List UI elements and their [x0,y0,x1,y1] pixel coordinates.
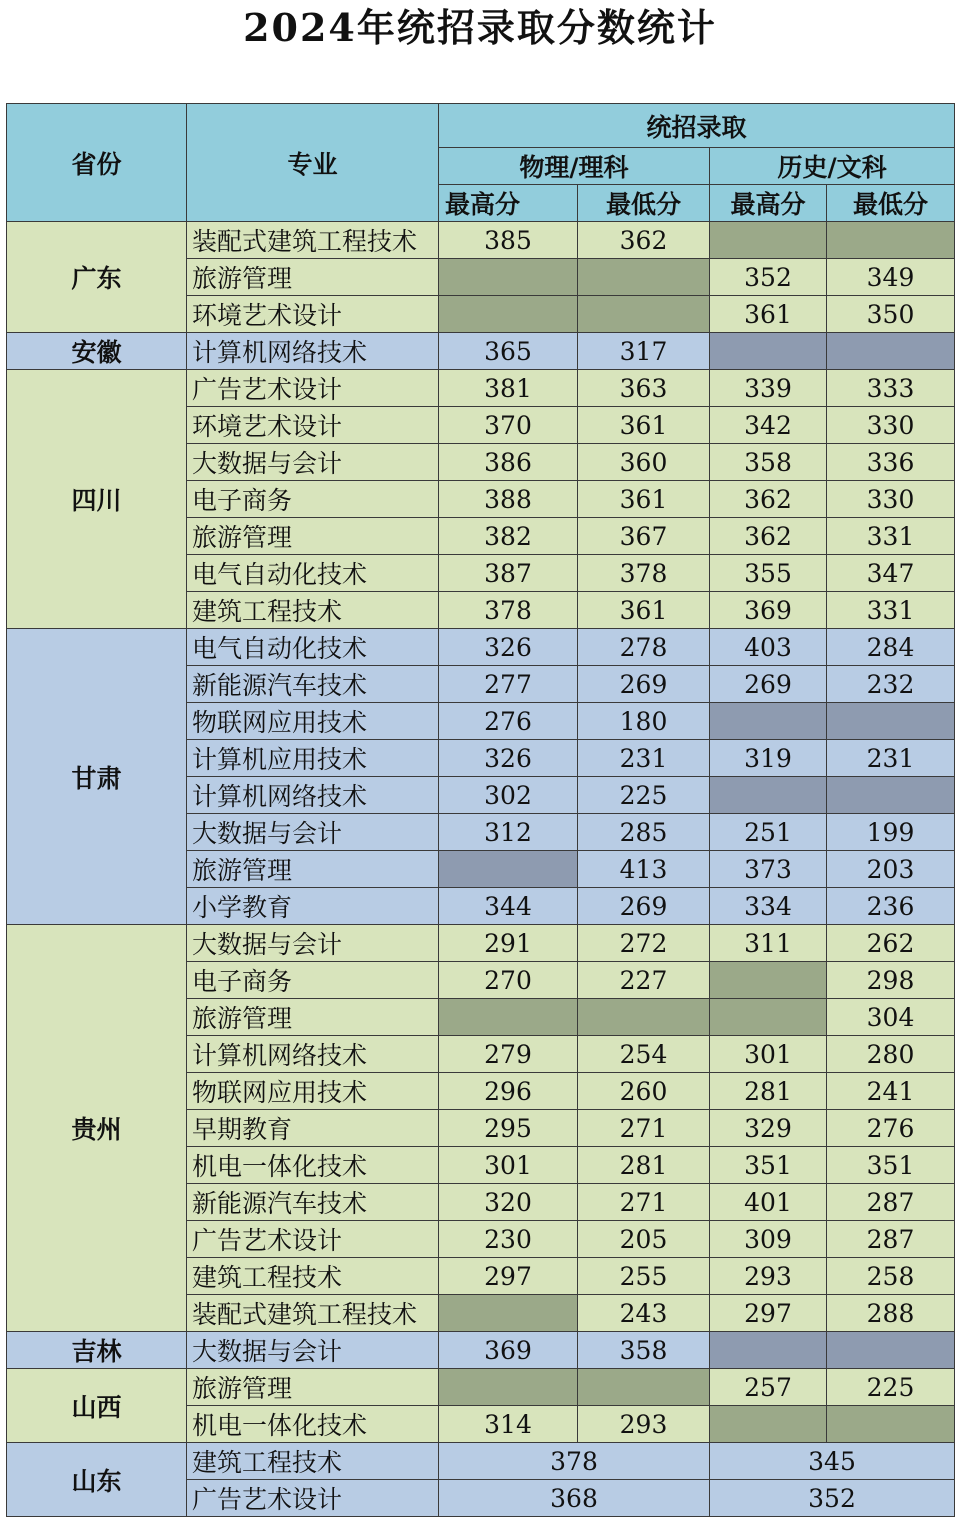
major-cell: 建筑工程技术 [187,592,439,629]
physics-min-cell: 361 [578,592,710,629]
history-max-cell: 311 [710,925,827,962]
history-max-cell: 362 [710,518,827,555]
history-min-cell: 287 [827,1184,955,1221]
table-row [7,222,955,259]
history-min-cell: 287 [827,1221,955,1258]
physics-min-cell: 361 [578,407,710,444]
major-cell: 旅游管理 [187,999,439,1036]
physics-max-cell: 387 [439,555,578,592]
major-cell: 建筑工程技术 [187,1258,439,1295]
history-min-cell: 336 [827,444,955,481]
province-cell: 吉林 [7,1332,187,1369]
physics-max-cell: 388 [439,481,578,518]
major-cell: 广告艺术设计 [187,1221,439,1258]
history-min-cell: 298 [827,962,955,999]
physics-score-cell: 378 [439,1443,710,1480]
physics-max-cell: 230 [439,1221,578,1258]
history-min-cell: 304 [827,999,955,1036]
history-max-cell [710,1332,827,1369]
history-max-cell: 339 [710,370,827,407]
physics-max-cell: 369 [439,1332,578,1369]
header-history: 历史/文科 [710,148,955,185]
province-cell: 四川 [7,370,187,629]
physics-min-cell: 269 [578,666,710,703]
table-row [7,333,955,370]
history-max-cell: 251 [710,814,827,851]
history-max-cell: 401 [710,1184,827,1221]
physics-min-cell: 260 [578,1073,710,1110]
physics-max-cell: 326 [439,740,578,777]
history-max-cell: 329 [710,1110,827,1147]
major-cell: 建筑工程技术 [187,1443,439,1480]
history-max-cell: 352 [710,259,827,296]
physics-min-cell: 231 [578,740,710,777]
physics-min-cell: 293 [578,1406,710,1443]
major-cell: 新能源汽车技术 [187,666,439,703]
physics-max-cell: 378 [439,592,578,629]
province-cell: 甘肃 [7,629,187,925]
physics-min-cell: 205 [578,1221,710,1258]
history-max-cell [710,962,827,999]
major-cell: 新能源汽车技术 [187,1184,439,1221]
major-cell: 小学教育 [187,888,439,925]
history-max-cell: 269 [710,666,827,703]
physics-max-cell: 277 [439,666,578,703]
physics-max-cell: 297 [439,1258,578,1295]
physics-max-cell: 302 [439,777,578,814]
province-cell: 贵州 [7,925,187,1332]
header-admission-group: 统招录取 [439,104,955,148]
history-score-cell: 345 [710,1443,955,1480]
history-max-cell: 281 [710,1073,827,1110]
history-min-cell: 330 [827,481,955,518]
table-row [7,1332,955,1369]
page-title: 2024年统招录取分数统计 [243,5,717,50]
physics-min-cell: 254 [578,1036,710,1073]
table-row [7,1443,955,1480]
major-cell: 大数据与会计 [187,444,439,481]
history-max-cell: 373 [710,851,827,888]
physics-min-cell: 278 [578,629,710,666]
history-min-cell: 225 [827,1369,955,1406]
history-max-cell [710,333,827,370]
history-min-cell: 232 [827,666,955,703]
physics-max-cell [439,1295,578,1332]
physics-max-cell: 276 [439,703,578,740]
major-cell: 装配式建筑工程技术 [187,222,439,259]
physics-min-cell: 378 [578,555,710,592]
physics-max-cell: 386 [439,444,578,481]
history-max-cell [710,999,827,1036]
table-row [7,629,955,666]
physics-min-cell: 413 [578,851,710,888]
physics-min-cell: 272 [578,925,710,962]
major-cell: 广告艺术设计 [187,1480,439,1517]
history-min-cell: 258 [827,1258,955,1295]
history-min-cell [827,777,955,814]
history-min-cell: 276 [827,1110,955,1147]
physics-max-cell [439,1369,578,1406]
major-cell: 电子商务 [187,962,439,999]
history-min-cell: 330 [827,407,955,444]
history-min-cell: 350 [827,296,955,333]
major-cell: 大数据与会计 [187,814,439,851]
province-cell: 安徽 [7,333,187,370]
major-cell: 早期教育 [187,1110,439,1147]
major-cell: 电气自动化技术 [187,629,439,666]
physics-max-cell: 270 [439,962,578,999]
history-min-cell: 331 [827,518,955,555]
major-cell: 电子商务 [187,481,439,518]
history-max-cell: 355 [710,555,827,592]
major-cell: 计算机应用技术 [187,740,439,777]
physics-min-cell: 271 [578,1110,710,1147]
physics-min-cell: 362 [578,222,710,259]
physics-min-cell: 227 [578,962,710,999]
physics-min-cell: 180 [578,703,710,740]
header-history-max: 最高分 [710,185,827,222]
history-min-cell: 203 [827,851,955,888]
score-table-body [7,222,955,1517]
physics-score-cell: 368 [439,1480,710,1517]
physics-min-cell: 317 [578,333,710,370]
physics-min-cell: 271 [578,1184,710,1221]
table-row [7,370,955,407]
major-cell: 旅游管理 [187,518,439,555]
major-cell: 广告艺术设计 [187,370,439,407]
history-min-cell: 349 [827,259,955,296]
history-max-cell: 297 [710,1295,827,1332]
physics-min-cell [578,999,710,1036]
history-min-cell: 262 [827,925,955,962]
physics-max-cell: 365 [439,333,578,370]
history-max-cell: 403 [710,629,827,666]
history-min-cell: 347 [827,555,955,592]
header-province: 省份 [7,104,187,222]
physics-max-cell: 291 [439,925,578,962]
history-max-cell [710,777,827,814]
physics-max-cell: 344 [439,888,578,925]
major-cell: 计算机网络技术 [187,333,439,370]
history-max-cell: 361 [710,296,827,333]
history-score-cell: 352 [710,1480,955,1517]
major-cell: 物联网应用技术 [187,1073,439,1110]
admission-score-table [6,103,955,1517]
history-max-cell: 319 [710,740,827,777]
major-cell: 装配式建筑工程技术 [187,1295,439,1332]
physics-max-cell: 279 [439,1036,578,1073]
history-min-cell: 280 [827,1036,955,1073]
history-max-cell: 334 [710,888,827,925]
major-cell: 机电一体化技术 [187,1406,439,1443]
physics-max-cell: 381 [439,370,578,407]
history-max-cell: 358 [710,444,827,481]
physics-min-cell [578,1369,710,1406]
header-physics-min: 最低分 [578,185,710,222]
physics-max-cell: 301 [439,1147,578,1184]
physics-max-cell: 312 [439,814,578,851]
history-max-cell [710,703,827,740]
physics-max-cell: 295 [439,1110,578,1147]
major-cell: 大数据与会计 [187,1332,439,1369]
history-max-cell: 362 [710,481,827,518]
major-cell: 环境艺术设计 [187,296,439,333]
history-max-cell: 293 [710,1258,827,1295]
physics-min-cell [578,296,710,333]
physics-max-cell: 326 [439,629,578,666]
major-cell: 物联网应用技术 [187,703,439,740]
history-max-cell: 342 [710,407,827,444]
physics-min-cell: 281 [578,1147,710,1184]
physics-max-cell [439,851,578,888]
history-min-cell: 288 [827,1295,955,1332]
physics-max-cell: 382 [439,518,578,555]
physics-min-cell [578,259,710,296]
history-min-cell [827,333,955,370]
physics-min-cell: 269 [578,888,710,925]
history-min-cell: 333 [827,370,955,407]
physics-min-cell: 363 [578,370,710,407]
major-cell: 计算机网络技术 [187,1036,439,1073]
physics-max-cell: 320 [439,1184,578,1221]
history-min-cell [827,1332,955,1369]
header-physics-max: 最高分 [439,185,578,222]
history-min-cell: 284 [827,629,955,666]
major-cell: 环境艺术设计 [187,407,439,444]
history-max-cell: 309 [710,1221,827,1258]
major-cell: 机电一体化技术 [187,1147,439,1184]
physics-max-cell: 314 [439,1406,578,1443]
history-min-cell: 351 [827,1147,955,1184]
physics-max-cell: 296 [439,1073,578,1110]
major-cell: 电气自动化技术 [187,555,439,592]
physics-min-cell: 361 [578,481,710,518]
major-cell: 计算机网络技术 [187,777,439,814]
physics-max-cell [439,296,578,333]
physics-min-cell: 255 [578,1258,710,1295]
physics-min-cell: 360 [578,444,710,481]
physics-min-cell: 358 [578,1332,710,1369]
header-major: 专业 [187,104,439,222]
physics-max-cell: 385 [439,222,578,259]
history-min-cell: 236 [827,888,955,925]
major-cell: 旅游管理 [187,259,439,296]
physics-max-cell [439,259,578,296]
history-min-cell: 331 [827,592,955,629]
history-min-cell [827,222,955,259]
header-physics: 物理/理科 [439,148,710,185]
physics-max-cell [439,999,578,1036]
header-history-min: 最低分 [827,185,955,222]
physics-min-cell: 285 [578,814,710,851]
province-cell: 山西 [7,1369,187,1443]
table-row [7,925,955,962]
major-cell: 旅游管理 [187,1369,439,1406]
physics-min-cell: 225 [578,777,710,814]
major-cell: 旅游管理 [187,851,439,888]
table-row [7,1369,955,1406]
history-min-cell: 231 [827,740,955,777]
history-max-cell: 301 [710,1036,827,1073]
history-min-cell: 241 [827,1073,955,1110]
province-cell: 山东 [7,1443,187,1517]
history-min-cell: 199 [827,814,955,851]
physics-min-cell: 243 [578,1295,710,1332]
province-cell: 广东 [7,222,187,333]
history-max-cell: 351 [710,1147,827,1184]
history-min-cell [827,703,955,740]
physics-max-cell: 370 [439,407,578,444]
history-max-cell: 257 [710,1369,827,1406]
history-max-cell [710,222,827,259]
history-max-cell: 369 [710,592,827,629]
major-cell: 大数据与会计 [187,925,439,962]
physics-min-cell: 367 [578,518,710,555]
